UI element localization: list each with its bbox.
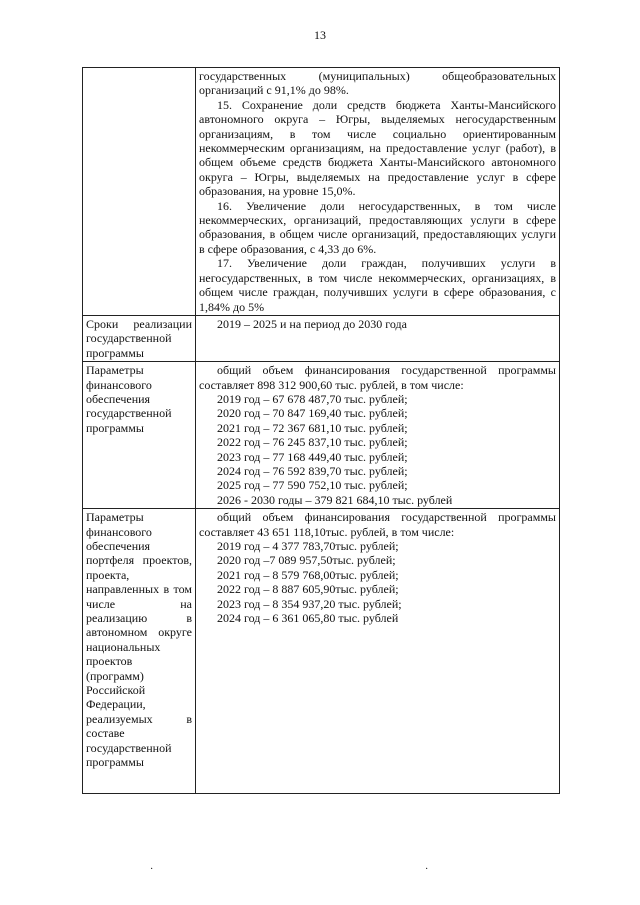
- finance-label: Параметры финансового обеспечения государственной программы: [83, 362, 196, 509]
- goals-row: [83, 68, 560, 316]
- portfolio-year-2024: 2024 год – 6 361 065,80 тыс. рублей: [217, 611, 399, 626]
- portfolio-row: [83, 509, 560, 794]
- finance-year-2022: 2022 год – 76 245 837,10 тыс. рублей;: [217, 435, 408, 450]
- portfolio-year-2021: 2021 год – 8 579 768,00тыс. рублей;: [217, 567, 399, 582]
- finance-year-2021: 2021 год – 72 367 681,10 тыс. рублей;: [217, 420, 408, 435]
- finance-years-2026-2030: 2026 - 2030 годы – 379 821 684,10 тыс. рублей: [217, 492, 453, 507]
- goal-item-15: 15. Сохранение доли средств бюджета Ханты-Мансийского автономного округа – Югры, выделяемых негосударственным организациям, в том числе социально ориентированным некоммерческим организациям, на предоставление услуг (работ), в общем объеме средств бюджета Ханты-Мансийского автономного округа – Югры, выделяемых на предоставление услуг в сфере образования, на уровне 15,0%.: [199, 97, 556, 199]
- terms-value-cell: [196, 315, 560, 361]
- goals-content-cell: [196, 68, 560, 316]
- goal-item-16: 16. Увеличение доли негосударственных, в том числе некоммерческих, организаций, предоставляющих услуги в сфере образования, в общем числе организаций, предоставляющих услуги в сфере образования, с 4,33 до 6%.: [199, 198, 556, 256]
- portfolio-year-2023: 2023 год – 8 354 937,20 тыс. рублей;: [217, 596, 402, 611]
- goals-label-cell: [83, 68, 196, 316]
- goal-item-17: 17. Увеличение доли граждан, получивших услуги в негосударственных, в том числе некоммерческих, организациях, в общем числе граждан, получивших услуги в сфере образования, с 1,84% до 5%: [199, 256, 556, 314]
- goal-continuation: государственных (муниципальных) общеобразовательных организаций с 91,1% до 98%.: [199, 69, 556, 98]
- portfolio-year-2019: 2019 год – 4 377 783,70тыс. рублей;: [217, 539, 399, 553]
- finance-content-cell: [196, 362, 560, 509]
- finance-year-2020: 2020 год – 70 847 169,40 тыс. рублей;: [217, 406, 408, 421]
- finance-year-2019: 2019 год – 67 678 487,70 тыс. рублей;: [217, 391, 408, 406]
- page-number: 13: [314, 28, 326, 42]
- finance-year-2023: 2023 год – 77 168 449,40 тыс. рублей;: [217, 449, 408, 464]
- terms-value: 2019 – 2025 и на период до 2030 года: [217, 316, 407, 331]
- finance-year-2025: 2025 год – 77 590 752,10 тыс. рублей;: [217, 478, 408, 493]
- finance-intro: общий объем финансирования государственной программы составляет 898 312 900,60 тыс. рублей, в том числе:: [199, 363, 556, 392]
- portfolio-label: Параметры финансового обеспечения портфеля проектов, проекта, направленных в том числе на реализацию в автономном округе национальных проектов (программ) Российской Федерации, реализуемых в составе государственной программы: [83, 509, 196, 794]
- finance-row: [83, 362, 560, 509]
- terms-row: [83, 315, 560, 361]
- scan-dot-right: ·: [425, 864, 429, 875]
- scan-dot-left: ·: [150, 864, 154, 875]
- portfolio-content-cell: [196, 509, 560, 794]
- program-passport-table: [82, 67, 560, 794]
- terms-label: Сроки реализации государственной программы: [83, 315, 196, 361]
- finance-year-2024: 2024 год – 76 592 839,70 тыс. рублей;: [217, 463, 408, 478]
- portfolio-intro: общий объем финансирования государственной программы составляет 43 651 118,10тыс. рублей, в том числе:: [199, 510, 556, 539]
- portfolio-year-2022: 2022 год – 8 887 605,90тыс. рублей;: [217, 582, 399, 597]
- portfolio-year-2020: 2020 год –7 089 957,50тыс. рублей;: [217, 553, 396, 568]
